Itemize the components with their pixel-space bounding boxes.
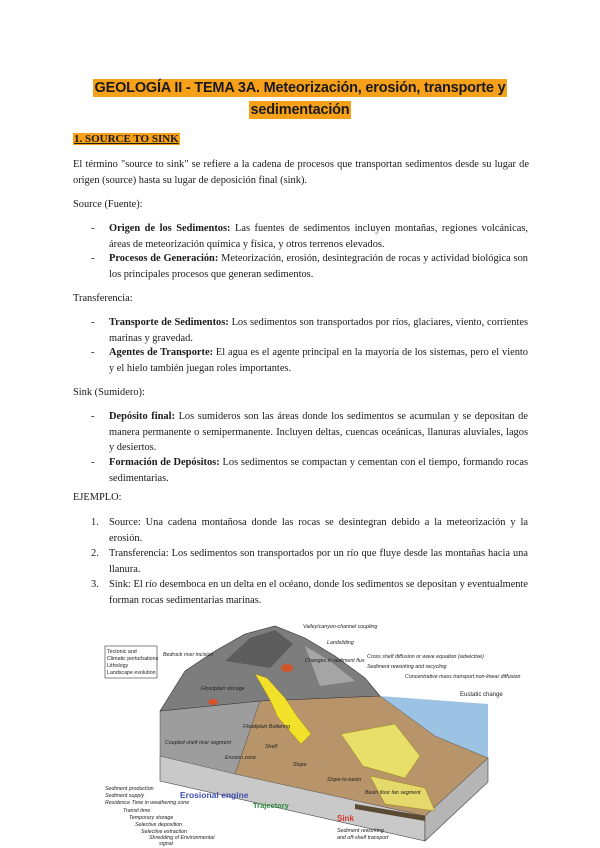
diagram-label: Shredding of Environmental xyxy=(149,835,215,841)
example-heading: EJEMPLO: xyxy=(73,492,122,503)
diagram-label: Concentrative mass transport non-linear diffusion xyxy=(405,674,521,680)
example-item-3: Sink: El río desemboca en un delta en el océano, donde los sedimentos se depositan y eventualmente forman rocas sedimentarias marinas. xyxy=(109,579,528,606)
title-line-1: GEOLOGÍA II - TEMA 3A. Meteorización, erosión, transporte y xyxy=(94,80,506,96)
diagram-label: Slope-to-basin xyxy=(327,777,362,783)
diagram-label: Slope xyxy=(293,762,307,768)
transfer-item-2: Agentes de Transporte: El agua es el agente principal en la mayoría de los sistemas, pero el viento y el hielo también juegan roles importantes. xyxy=(109,347,528,374)
example-item-1: Source: Una cadena montañosa donde las rocas se desintegran debido a la meteorización y la erosión. xyxy=(109,517,528,544)
title-line-2: sedimentación xyxy=(250,102,350,118)
diagram-label: Changes in sediment flux xyxy=(305,658,365,664)
diagram-label: Coupled shelf river segment xyxy=(165,740,231,746)
bullet-dash: - xyxy=(91,253,95,264)
source-item-2: Procesos de Generación: Meteorización, erosión, desintegración de rocas y actividad biológica son los principales procesos que generan sedimentos. xyxy=(109,253,528,280)
trajectory-label: Trajectory xyxy=(253,801,289,810)
box-line: Landscape evolution xyxy=(107,670,156,676)
list-number: 1. xyxy=(91,517,99,528)
box-line: Tectonic and xyxy=(107,649,137,655)
sink-item-1: Depósito final: Los sumideros son las áreas donde los sedimentos se acumulan y se depositan de manera permanente o semipermanente. Incluyen deltas, cuencas oceánicas, llanuras aluviales, lagos y desiertos. xyxy=(109,411,528,453)
diagram-label: Floodplain Buttering xyxy=(243,724,291,730)
source-to-sink-diagram xyxy=(105,616,521,847)
diagram-label: Floodplain storage xyxy=(201,686,245,692)
sink-heading: Sink (Sumidero): xyxy=(73,387,145,398)
diagram-label: Sediment supply xyxy=(105,793,145,799)
transfer-heading: Transferencia: xyxy=(73,293,133,304)
source-item-1: Origen de los Sedimentos: Las fuentes de sedimentos incluyen montañas, regiones volcánicas, áreas de meteorización química y física, y otros terrenos elevados. xyxy=(109,223,528,250)
erosional-engine-label: Erosional engine xyxy=(180,790,249,800)
diagram-label: Cross shelf diffusion or wave equation (advective) xyxy=(367,654,484,660)
transfer-item-1: Transporte de Sedimentos: Los sedimentos son transportados por ríos, glaciares, viento, corrientes marinas y gravedad. xyxy=(109,317,528,344)
sink-item-2: Formación de Depósitos: Los sedimentos se compactan y cementan con el tiempo, formando rocas sedimentarias. xyxy=(109,457,528,484)
bullet-dash: - xyxy=(91,457,95,468)
diagram-label: Residence Time in weathering zone xyxy=(105,800,190,806)
source-heading: Source (Fuente): xyxy=(73,199,143,210)
diagram-label: Sediment reworking xyxy=(337,828,384,834)
diagram-label: Sediment production xyxy=(105,786,154,792)
eustatic-change-label: Eustatic change xyxy=(460,692,503,698)
bullet-dash: - xyxy=(91,411,95,422)
box-line: Lithology xyxy=(107,663,129,669)
diagram-label: Valley/canyon-channel coupling xyxy=(303,624,378,630)
diagram-label: Bedrock river incision xyxy=(163,652,214,658)
bullet-dash: - xyxy=(91,223,95,234)
diagram-label: Selective deposition xyxy=(135,822,183,828)
section-heading: 1. SOURCE TO SINK xyxy=(74,133,179,145)
diagram-label: Landsliding xyxy=(327,640,354,646)
box-line: Climatic perturbations xyxy=(107,656,159,662)
list-number: 3. xyxy=(91,579,99,590)
diagram-label: Selective extraction xyxy=(141,829,187,835)
diagram-label: Temporary storage xyxy=(129,815,174,821)
diagram-label: Transit time xyxy=(123,808,151,814)
list-number: 2. xyxy=(91,548,99,559)
example-item-2: Transferencia: Los sedimentos son transportados por un río que fluye desde las montañas hacia una llanura. xyxy=(109,548,528,575)
diagram-label: Sediment reworking and recycling xyxy=(367,664,447,670)
diagram-label: Erosion zone xyxy=(225,755,256,761)
diagram-label: Basin floor fan segment xyxy=(365,790,421,796)
sink-label: Sink xyxy=(337,814,354,823)
diagram-label: Shelf xyxy=(265,744,278,750)
diagram-label: and off-shelf transport xyxy=(337,835,389,841)
diagram-label: signal xyxy=(159,841,173,847)
bullet-dash: - xyxy=(91,317,95,328)
intro-paragraph: El término "source to sink" se refiere a la cadena de procesos que transportan sedimentos desde su lugar de origen (source) hasta su lugar de deposición final (sink). xyxy=(73,159,529,186)
bullet-dash: - xyxy=(91,347,95,358)
